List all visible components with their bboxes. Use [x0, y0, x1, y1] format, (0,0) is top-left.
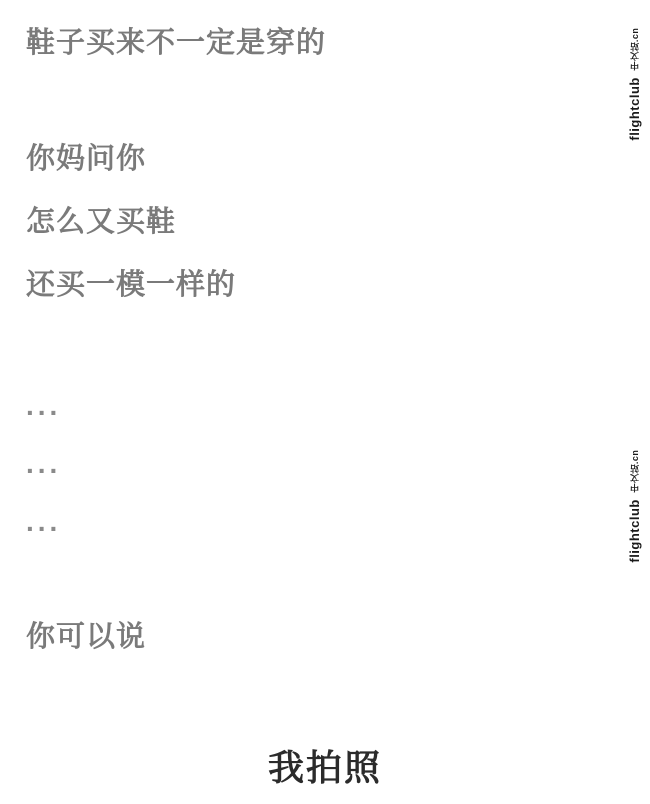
watermark-brand-label: flightclub: [627, 499, 642, 563]
watermark-bottom: [627, 450, 642, 563]
watermark-top: [627, 28, 642, 141]
meme-line-1: 鞋子买来不一定是穿的: [26, 27, 327, 59]
meme-line-4: 还买一模一样的: [26, 269, 237, 301]
meme-line-3: 怎么又买鞋: [26, 206, 177, 238]
watermark-brand-label: flightclub: [627, 77, 642, 141]
ellipsis-1: ...: [26, 390, 62, 421]
meme-transition-line: 你可以说: [26, 621, 147, 653]
meme-punchline: 我拍照: [267, 747, 382, 788]
ellipsis-2: ...: [26, 448, 62, 479]
watermark-suffix-label: 中文站.cn: [630, 28, 640, 72]
meme-line-2: 你妈问你: [26, 143, 147, 175]
watermark-suffix-label: 中文站.cn: [630, 450, 640, 494]
ellipsis-3: ...: [26, 506, 62, 537]
